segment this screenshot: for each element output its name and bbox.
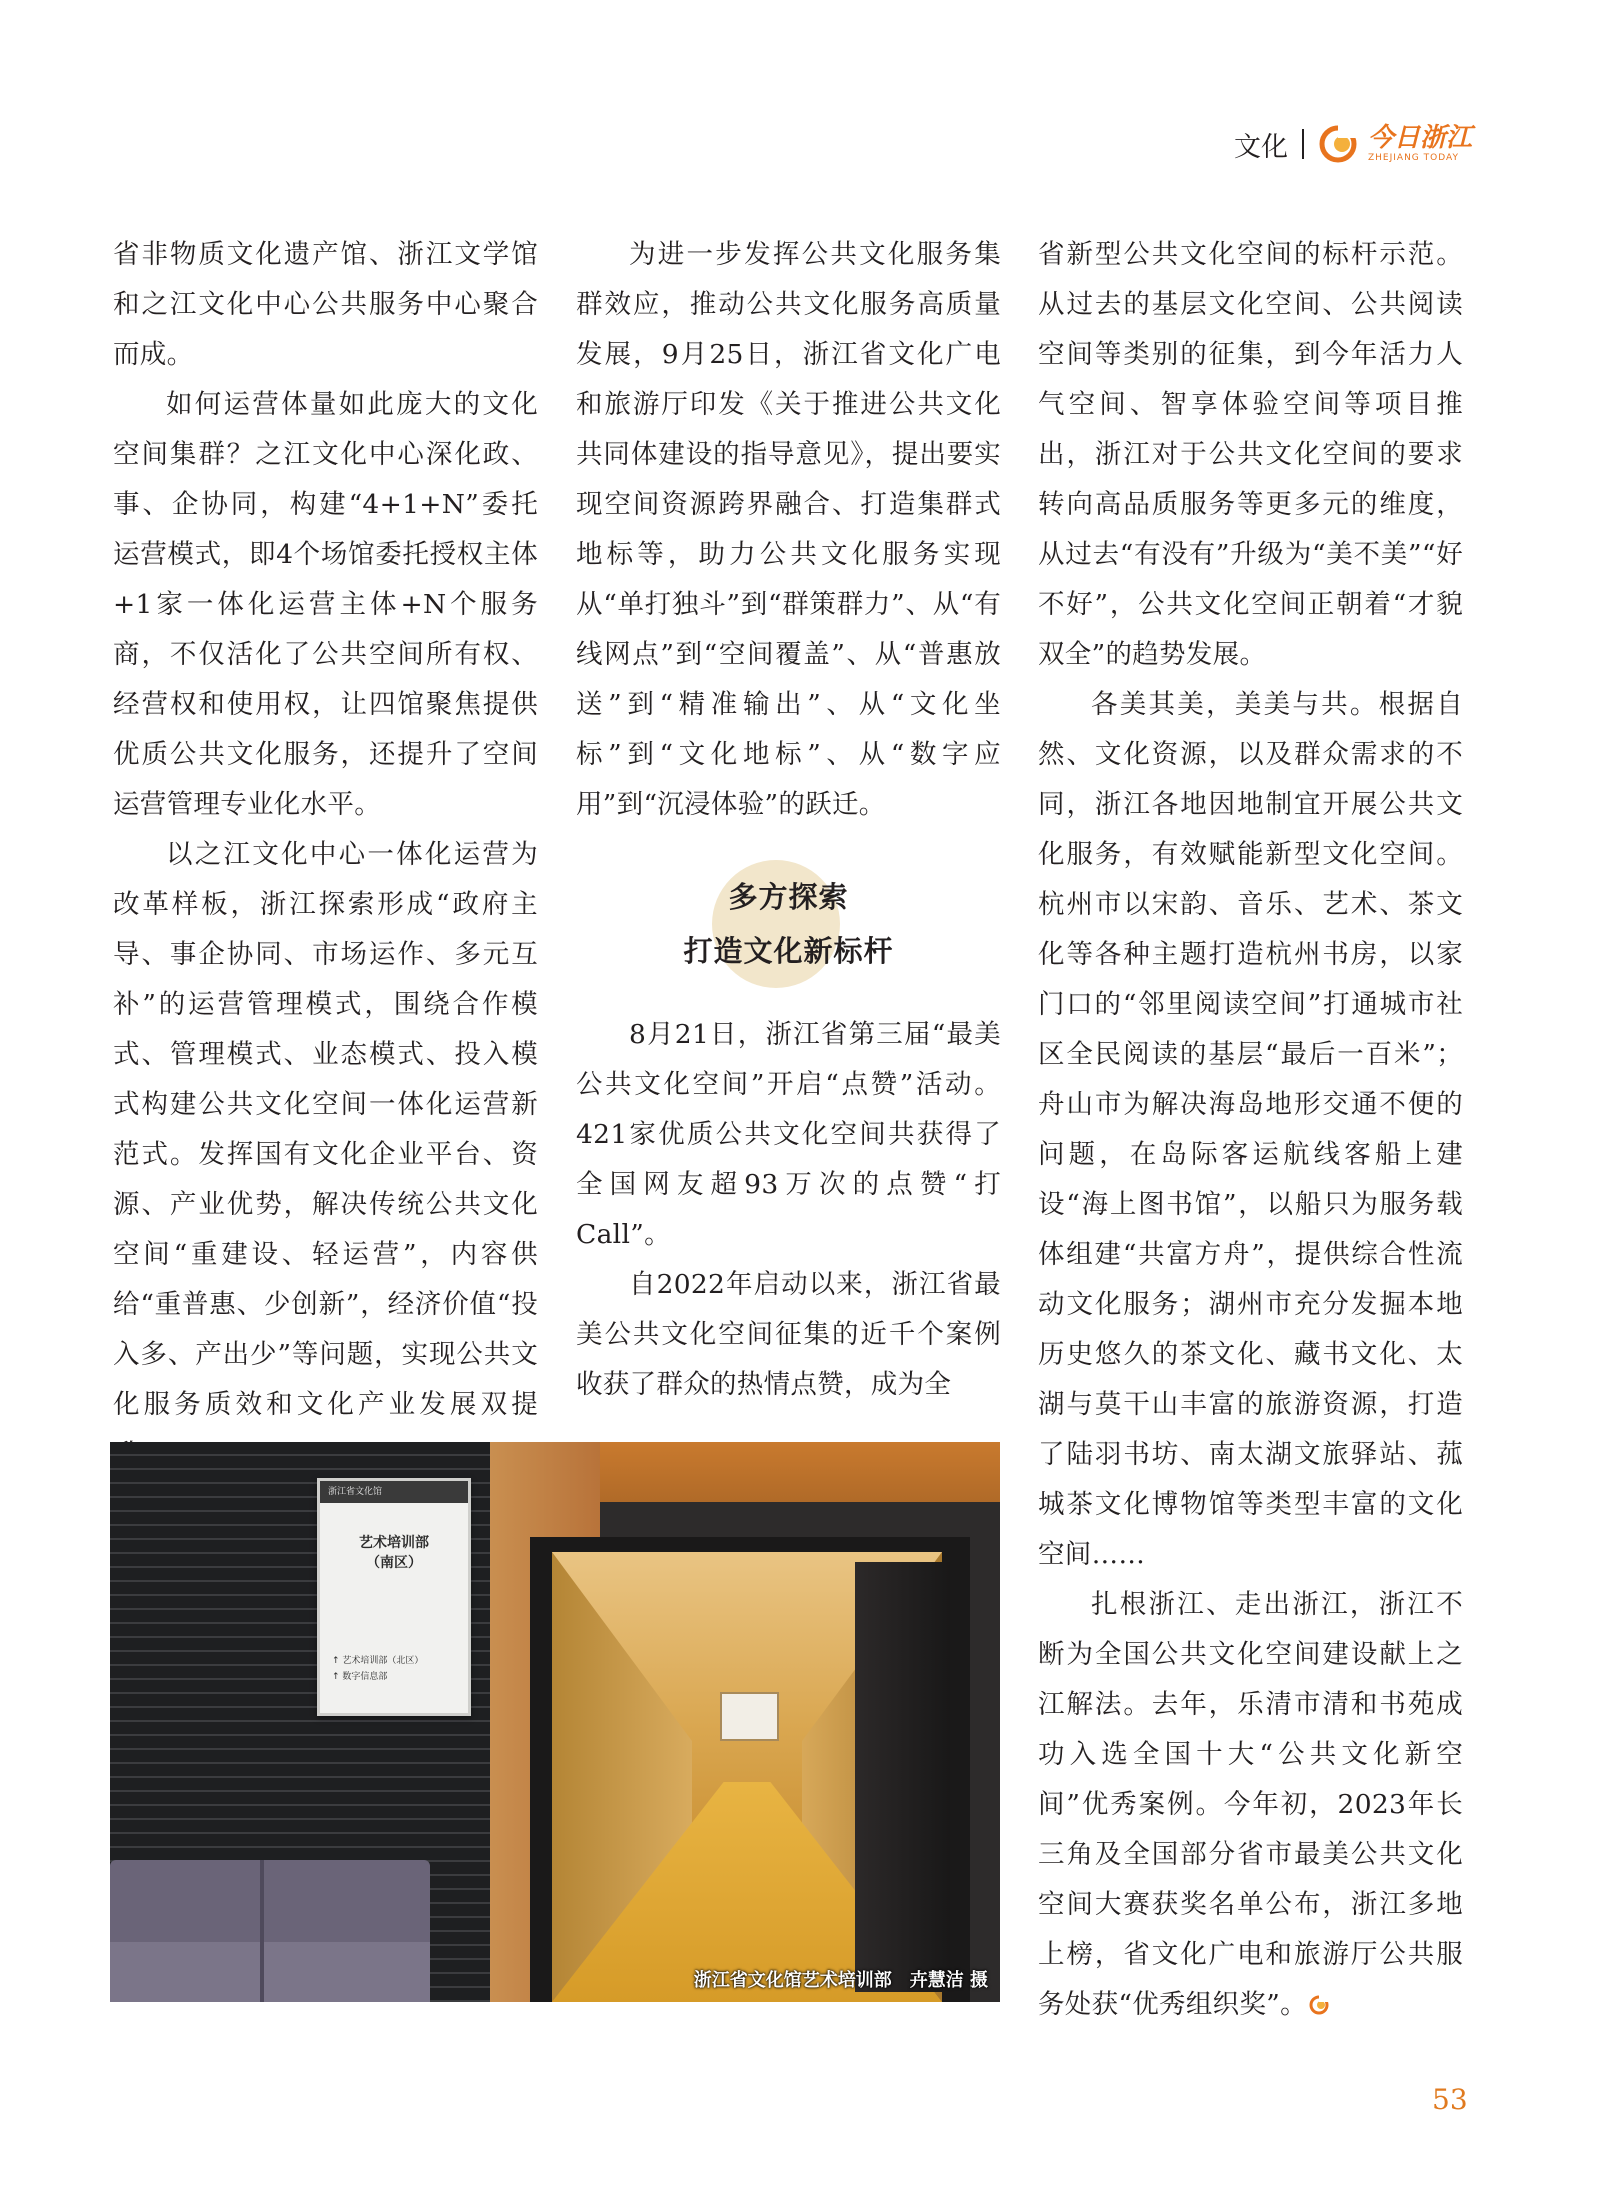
photo-caption: 浙江省文化馆艺术培训部 卉慧洁 摄 (693, 1970, 988, 1991)
sign-subtitle: （南区） (366, 1555, 422, 1571)
subheading-line-1: 多方探索 (728, 880, 849, 914)
sign-direction-1: ↑ 艺术培训部（北区） (332, 1656, 424, 1666)
open-door (855, 1562, 950, 1992)
section-subheading (576, 864, 1001, 984)
paragraph: 自2022年启动以来，浙江省最美公共文化空间征集的近千个案例收获了群众的热情点赞，成为全 (576, 1269, 1001, 1400)
section-label: 文化 (1233, 131, 1288, 163)
paragraph: 8月21日，浙江省第三届“最美公共文化空间”开启“点赞”活动。421家优质公共文化空间共获得了全国网友超93万次的点赞“打Call”。 (576, 1019, 1001, 1250)
logo-chinese: 今日浙江 (1367, 123, 1472, 153)
sofa-seam (260, 1860, 264, 2002)
page-number: 53 (1432, 2083, 1468, 2116)
magazine-logo-text (1368, 125, 1472, 163)
logo-english: ZHEJIANG TODAY (1367, 153, 1459, 163)
paragraph: 如何运营体量如此庞大的文化空间集群？之江文化中心深化政、事、企协同，构建“4+1+N”委托运营模式，即4个场馆委托授权主体+1家一体化运营主体+N个服务商，不仅活化了公共空间所有权、经营权和使用权，让四馆聚焦提供优质公共文化服务，还提升了空间运营管理专业化水平。 (113, 389, 538, 820)
sign-direction-label: 数字信息部 (342, 1672, 388, 1682)
paragraph-text: 扎根浙江、走出浙江，浙江不断为全国公共文化空间建设献上之江解法。去年，乐清市清和书苑成功入选全国十大“公共文化新空间”优秀案例。今年初，2023年长三角及全国部分省市最美公共文化空间大赛获奖名单公布，浙江多地上榜，省文化广电和旅游厅公共服务处获“优秀组织奖”。 (1038, 1589, 1463, 2020)
sign-title: 艺术培训部 (359, 1535, 429, 1551)
corridor-photo (110, 1442, 1000, 2002)
header-divider (1302, 129, 1304, 159)
paragraph: 省新型公共文化空间的标杆示范。从过去的基层文化空间、公共阅读空间等类别的征集，到今年活力人气空间、智享体验空间等项目推出，浙江对于公共文化空间的要求转向高品质服务等更多元的维度，从过去“有没有”升级为“美不美”“好不好”，公共文化空间正朝着“才貌双全”的趋势发展。 (1038, 239, 1463, 670)
corridor-end-screen (720, 1692, 779, 1741)
paragraph: 以之江文化中心一体化运营为改革样板，浙江探索形成“政府主导、事企协同、市场运作、多元互补”的运营管理模式，围绕合作模式、管理模式、业态模式、投入模式构建公共文化空间一体化运营新范式。发挥国有文化企业平台、资源、产业优势，解决传统公共文化空间“重建设、轻运营”，内容供给“重普惠、少创新”，经济价值“投入多、产出少”等问题，实现公共文化服务质效和文化产业发展双提 (113, 839, 538, 1420)
article-end-icon (1309, 1995, 1329, 2015)
sign-header: 浙江省文化馆 (320, 1481, 468, 1503)
sign-directions (332, 1653, 423, 1685)
sign-direction-label: 艺术培训部（北区） (342, 1656, 424, 1666)
text-column-2 (576, 230, 1001, 1410)
last-paragraph (1038, 1580, 1463, 2030)
wall-sign (317, 1478, 471, 1716)
sofa-seat (110, 1942, 430, 2002)
text-column-3 (1038, 230, 1463, 2030)
text-column-1 (113, 230, 538, 1480)
sofa-back (110, 1860, 430, 1950)
paragraph: 省非物质文化遗产馆、浙江文学馆和之江文化中心公共服务中心聚合而成。 (113, 239, 538, 370)
sign-direction-2: ↑ 数字信息部 (332, 1672, 388, 1682)
page-header (1234, 118, 1472, 170)
paragraph: 为进一步发挥公共文化服务集群效应，推动公共文化服务高质量发展，9月25日，浙江省文化广电和旅游厅印发《关于推进公共文化共同体建设的指导意见》，提出要实现空间资源跨界融合、打造集群式地标等，助力公共文化服务实现从“单打独斗”到“群策群力”、从“有线网点”到“空间覆盖”、从“普惠放送”到“精准输出”、从“文化坐标”到“文化地标”、从“数字应用”到“沉浸体验”的跃迁。 (576, 239, 1001, 820)
subheading-line-2: 打造文化新标杆 (683, 934, 894, 968)
paragraph: 各美其美，美美与共。根据自然、文化资源，以及群众需求的不同，浙江各地因地制宜开展公共文化服务，有效赋能新型文化空间。杭州市以宋韵、音乐、艺术、茶文化等各种主题打造杭州书房，以家门口的“邻里阅读空间”打通城市社区全民阅读的基层“最后一百米”；舟山市为解决海岛地形交通不便的问题，在岛际客运航线客船上建设“海上图书馆”，以船只为服务载体组建“共富方舟”，提供综合性流动文化服务；湖州市充分发掘本地历史悠久的茶文化、藏书文化、太湖与莫干山丰富的旅游资源，打造了陆羽书坊、南太湖文旅驿站、菰城茶文化博物馆等类型丰富的文化空间…… (1038, 689, 1463, 1570)
magazine-logo-icon (1318, 124, 1358, 164)
